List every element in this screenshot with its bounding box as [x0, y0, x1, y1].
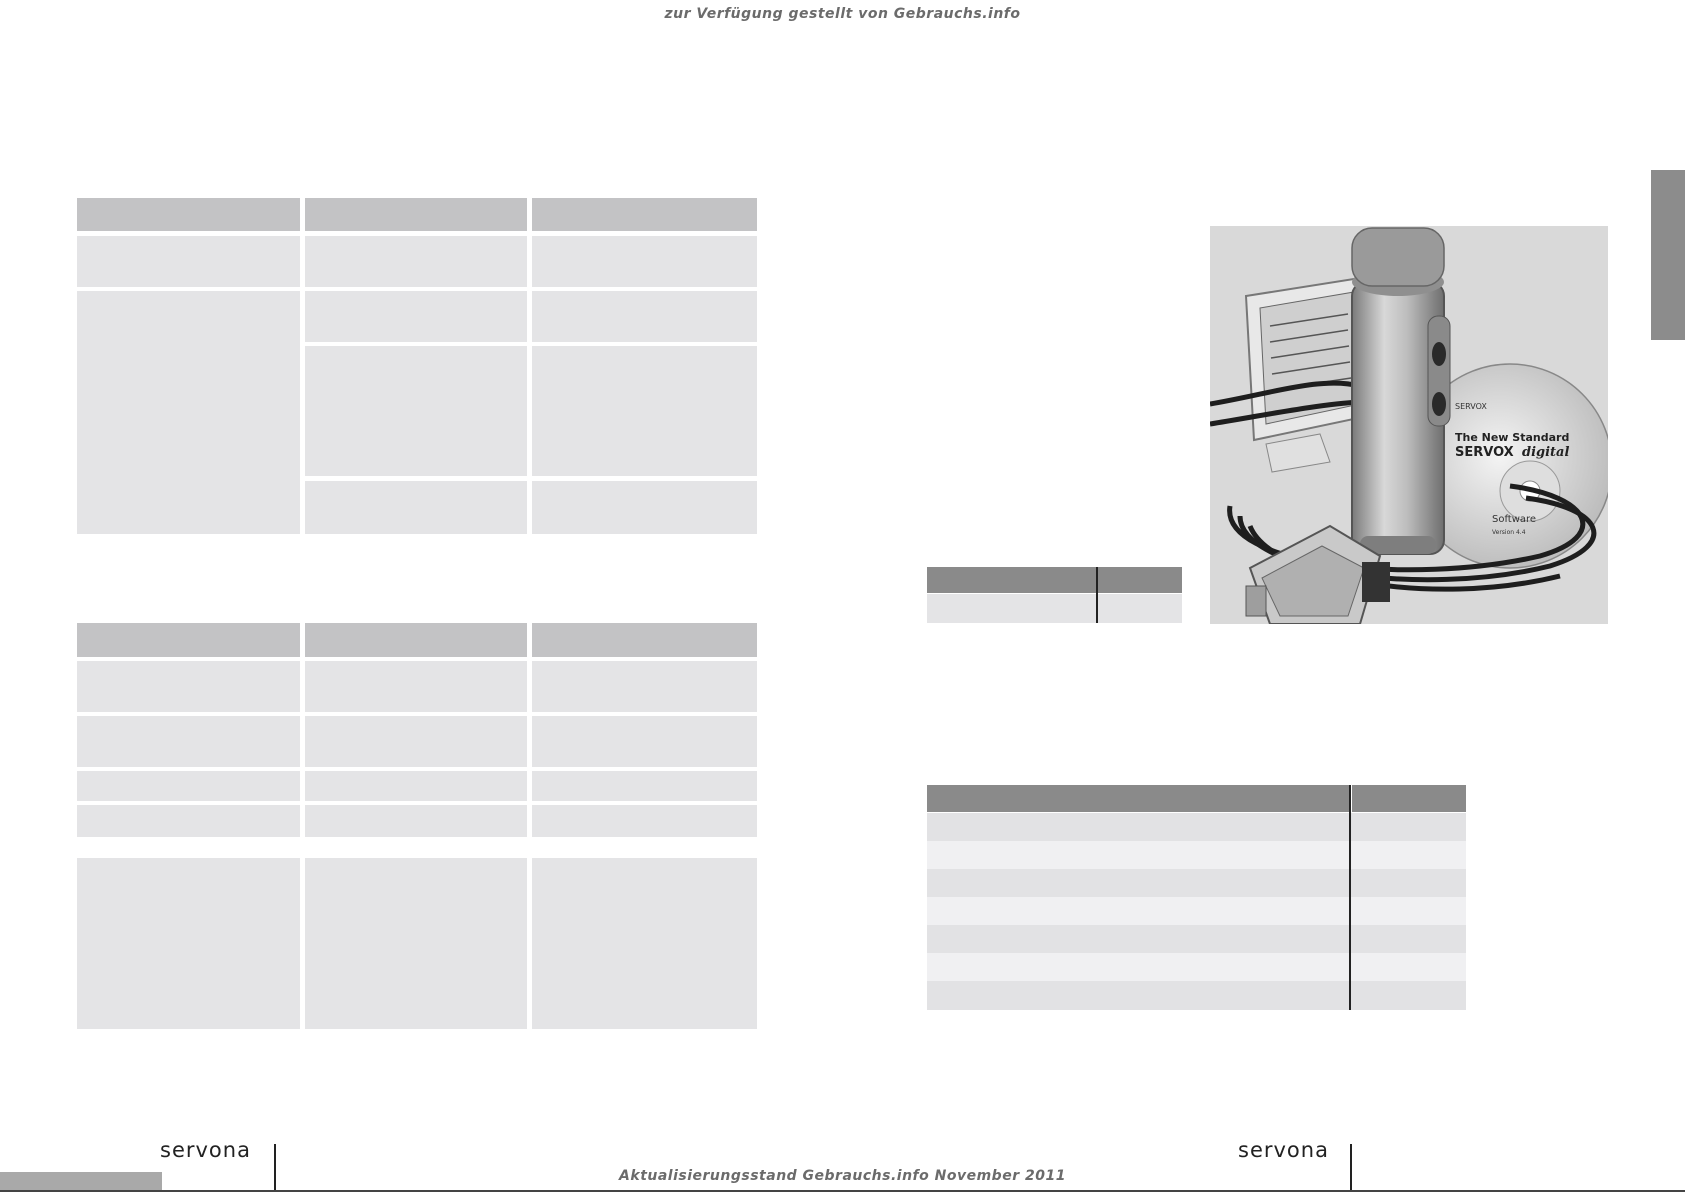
cd-title-line-2: SERVOX [1455, 445, 1514, 460]
list-item [927, 925, 1466, 953]
list-item [927, 953, 1466, 981]
table-row [77, 805, 300, 837]
table-2-header-col-2 [305, 623, 527, 657]
table-row [532, 236, 757, 287]
table-row [532, 771, 757, 801]
table-row [305, 481, 527, 534]
servona-logo-left: servona [160, 1138, 251, 1162]
table-1-header-col-3 [532, 198, 757, 231]
table-row [77, 236, 300, 287]
table-row [77, 716, 300, 767]
product-photo-illustration [1210, 226, 1608, 624]
footer-watermark: Aktualisierungsstand Gebrauchs.info November 2011 [619, 1168, 1066, 1184]
table-row [305, 236, 527, 287]
table-row [532, 858, 757, 1029]
header-watermark: zur Verfügung gestellt von Gebrauchs.info [664, 6, 1021, 22]
list-item [927, 841, 1466, 869]
table-row [532, 805, 757, 837]
cd-software-label: Software [1492, 514, 1537, 525]
servona-logo-right: servona [1238, 1138, 1329, 1162]
table-1-header-col-1 [77, 198, 300, 231]
monitor-icon [1246, 278, 1368, 472]
table-row [532, 481, 757, 534]
small-table-divider [1096, 567, 1098, 623]
table-row [77, 771, 300, 801]
table-row [305, 805, 527, 837]
cd-title-line-3: digital [1522, 445, 1570, 460]
list-table-header-col-2 [1352, 785, 1466, 812]
page-footer-bar [0, 1172, 162, 1192]
table-2-header-col-1 [77, 623, 300, 657]
small-table-header-col-1 [927, 567, 1096, 593]
list-table-divider [1349, 785, 1351, 1010]
cd-version-label: Version 4.4 [1492, 529, 1526, 536]
product-photo [1210, 226, 1608, 624]
list-item [927, 981, 1466, 1010]
list-item [927, 813, 1466, 841]
table-row [305, 291, 527, 342]
table-row [532, 716, 757, 767]
table-2-header-col-3 [532, 623, 757, 657]
small-table-header-col-2 [1098, 567, 1182, 593]
list-item [927, 897, 1466, 925]
table-row [1098, 594, 1182, 623]
table-row [305, 858, 527, 1029]
list-table-header-col-1 [927, 785, 1350, 812]
device-icon [1352, 228, 1450, 554]
chapter-tab[interactable] [1651, 170, 1685, 340]
table-row [532, 346, 757, 476]
cd-brand: SERVOX [1455, 402, 1487, 411]
table-row [77, 858, 300, 1029]
table-row [77, 291, 300, 534]
table-row [532, 661, 757, 712]
table-row [305, 346, 527, 476]
table-row [532, 291, 757, 342]
table-row [77, 661, 300, 712]
table-1-header-col-2 [305, 198, 527, 231]
cd-title-line-1: The New Standard [1455, 431, 1570, 444]
table-row [927, 594, 1096, 623]
table-row [305, 661, 527, 712]
list-item [927, 869, 1466, 897]
table-row [305, 716, 527, 767]
table-row [305, 771, 527, 801]
